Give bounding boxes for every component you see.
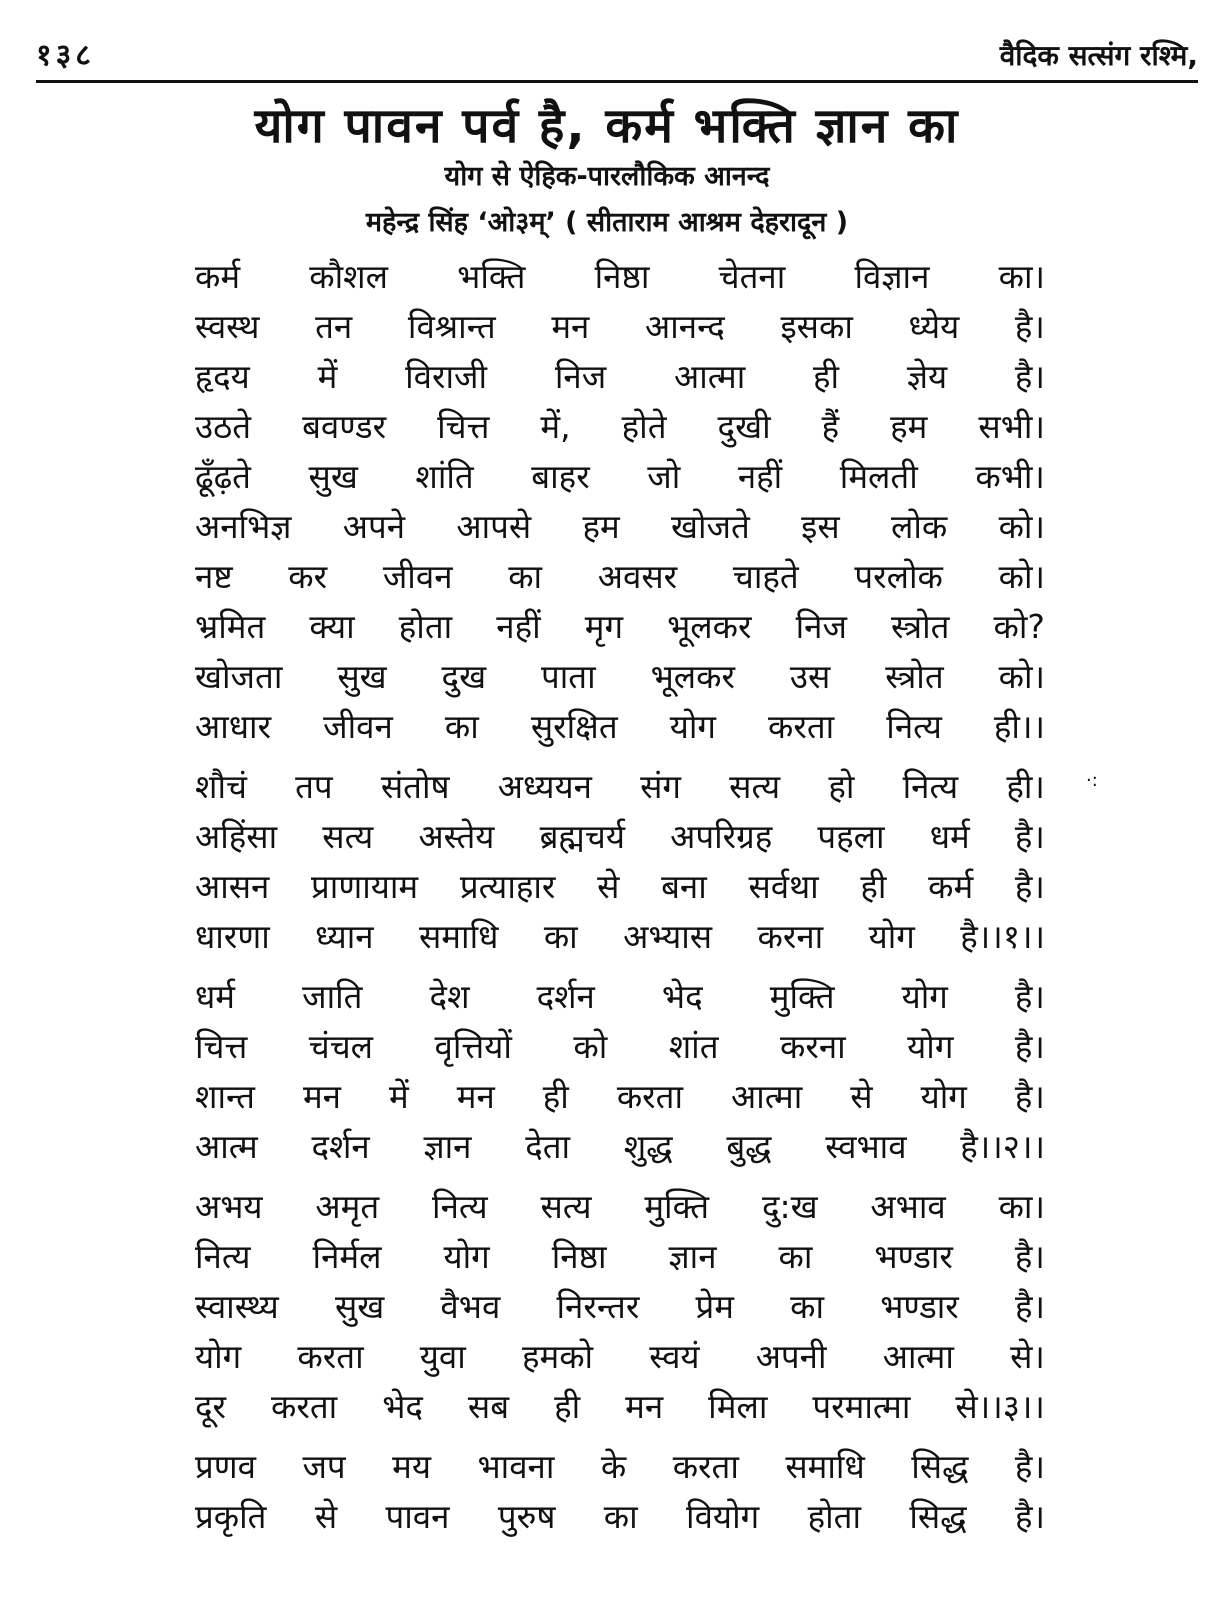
poem-word: है।।१।। [960, 917, 1045, 956]
poem-word: समाधि [785, 1447, 865, 1486]
poem-word: धारणा [195, 917, 270, 956]
poem-stanza [195, 762, 1095, 962]
poem-word: विश्रान्त [407, 307, 496, 346]
poem-word: योग [901, 977, 948, 1016]
poem-word: चित्त [437, 407, 490, 446]
poem-word: अपने [342, 507, 406, 546]
poem-word: भूलकर [650, 657, 735, 696]
poem-word: में, [540, 407, 571, 446]
poem-word: निष्ठा [551, 1237, 607, 1276]
poem-word: बवण्डर [302, 407, 387, 446]
poem-word: नित्य [195, 1237, 251, 1276]
poem-word: पाता [541, 657, 596, 696]
poem-word: ध्यान [315, 917, 374, 956]
poem-word: है। [1014, 357, 1045, 396]
poem-word: को [573, 1027, 608, 1066]
poem-line [195, 972, 1045, 1022]
poem-word: सत्य [729, 767, 781, 806]
poem-word: आत्मा [673, 357, 746, 396]
poem-word: ज्ञान [423, 1127, 472, 1166]
poem-word: के [600, 1447, 627, 1486]
poem-word: दुख [441, 657, 487, 696]
poem-word: है। [1014, 817, 1045, 856]
poem-word: भण्डार [874, 1237, 953, 1276]
poem-word: जप [302, 1447, 346, 1486]
poem-line [195, 1282, 1045, 1332]
poem-line [195, 302, 1045, 352]
poem-word: सुख [337, 657, 387, 696]
poem-word: आत्म [195, 1127, 258, 1166]
poem-line [195, 452, 1045, 502]
poem-word: भेद [661, 977, 703, 1016]
poem-word: अवसर [597, 557, 678, 596]
poem-word: सभी। [978, 407, 1045, 446]
poem-word: चेतना [718, 257, 786, 296]
poem-word: निज [554, 357, 607, 396]
poem-word: ही [554, 1387, 581, 1426]
poem-word: जीवन [323, 707, 393, 746]
poem-word: नष्ट [195, 557, 233, 596]
poem-word: है। [1014, 1287, 1045, 1326]
poem-word: है। [1014, 307, 1045, 346]
poem-word: को। [998, 507, 1045, 546]
poem-word: धर्म [929, 817, 970, 856]
poem-word: देश [429, 977, 470, 1016]
poem-line [195, 1022, 1045, 1072]
poem-word: मय [392, 1447, 431, 1486]
poem-word: में [389, 1077, 409, 1116]
poem-word: सुरक्षित [530, 707, 618, 746]
poem-word: है। [1014, 1447, 1045, 1486]
poem-word: करता [672, 1447, 739, 1486]
poem-word: मन [551, 307, 590, 346]
poem-word: है। [1014, 1077, 1045, 1116]
poem-word: बाहर [531, 457, 590, 496]
poem-word: उठते [195, 407, 252, 446]
poem-word: आपसे [456, 507, 532, 546]
poem-word: भावना [477, 1447, 555, 1486]
poem-word: अनभिज्ञ [195, 507, 292, 546]
poem-word: चित्त [195, 1027, 248, 1066]
poem-word: परमात्मा [812, 1387, 911, 1426]
poem-word: मिला [708, 1387, 768, 1426]
poem-word: स्वस्थ [195, 307, 260, 346]
poem-word: अस्तेय [418, 817, 495, 856]
poem-word: सत्य [322, 817, 374, 856]
poem-line [195, 862, 1045, 912]
poem-word: योग [920, 1077, 967, 1116]
poem-word: में [317, 357, 338, 396]
poem-line [195, 602, 1045, 652]
poem-line [195, 1182, 1045, 1232]
poem-line [195, 402, 1045, 452]
poem-line [195, 912, 1045, 962]
poem-stanza [195, 252, 1095, 752]
poem-word: शांति [415, 457, 474, 496]
poem-word: निरन्तर [556, 1287, 640, 1326]
poem-word: से [314, 1497, 338, 1536]
poem-word: पुरुष [497, 1497, 556, 1536]
poem-word: विज्ञान [854, 257, 930, 296]
poem-word: बुद्ध [726, 1127, 772, 1166]
poem-word: प्रत्याहार [459, 867, 556, 906]
poem-word: करना [779, 1027, 846, 1066]
poem-word: उस [789, 657, 831, 696]
poem-word: खोजते [671, 507, 750, 546]
poem-word: अमृत [315, 1187, 380, 1226]
print-speck: ·: [1086, 770, 1098, 791]
poem-word: समाधि [418, 917, 499, 956]
poem-line [195, 352, 1045, 402]
poem-word: नित्य [886, 707, 942, 746]
poem-word: सुख [334, 1287, 385, 1326]
poem-word: होता [398, 607, 453, 646]
poem-word: मन [625, 1387, 664, 1426]
poem-line [195, 1232, 1045, 1282]
poem-word: निष्ठा [594, 257, 650, 296]
poem-word: अभय [195, 1187, 263, 1226]
poem-word: नहीं [496, 607, 541, 646]
poem-word: कर्म [195, 257, 241, 296]
poem-word: योग [443, 1237, 490, 1276]
poem-subtitle: योग से ऐहिक-पारलौकिक आनन्द [444, 161, 770, 192]
poem-word: इस [801, 507, 840, 546]
poem-word: पहला [817, 817, 885, 856]
poem-word: करता [297, 1337, 364, 1376]
poem-word: वैभव [440, 1287, 501, 1326]
poem-word: प्रकृति [195, 1497, 267, 1536]
poem-word: सिद्ध [909, 1497, 967, 1536]
poem-word: नहीं [737, 457, 783, 496]
poem-line [195, 1442, 1045, 1492]
poem-word: हम [890, 407, 928, 446]
poem-word: ब्रह्मचर्य [539, 817, 625, 856]
poem-word: का [603, 1497, 638, 1536]
poem-word: वियोग [686, 1497, 760, 1536]
poem-word: मन [456, 1077, 495, 1116]
poem-word: आधार [195, 707, 272, 746]
poem-word: भूलकर [667, 607, 752, 646]
poem-word: विराजी [405, 357, 488, 396]
poem-line [195, 1332, 1045, 1382]
poem-stanza [195, 972, 1095, 1172]
poem-word: निज [795, 607, 847, 646]
poem-word: सिद्ध [911, 1447, 969, 1486]
poem-word: शुद्ध [623, 1127, 673, 1166]
poem-line [195, 652, 1045, 702]
poem-word: योग [907, 1027, 954, 1066]
poem-word: ही।। [993, 707, 1045, 746]
poem-word: अध्ययन [497, 767, 592, 806]
poem-word: ढूँढ़ते [195, 457, 251, 496]
poem-word: चंचल [308, 1027, 374, 1066]
poem-author: महेन्द्र सिंह ‘ओ३म्’ ( सीताराम आश्रम देहरादून ) [365, 207, 849, 238]
poem-line [195, 1382, 1045, 1432]
poem-word: कर्म [928, 867, 974, 906]
poem-word: बना [661, 867, 707, 906]
poem-word: परलोक [854, 557, 943, 596]
poem-word: का [778, 1237, 813, 1276]
poem-word: स्वभाव [825, 1127, 907, 1166]
poem-word: योग [195, 1337, 242, 1376]
poem-word: जीवन [382, 557, 453, 596]
poem-word: अभ्यास [623, 917, 713, 956]
poem-line [195, 812, 1045, 862]
poem-line [195, 252, 1045, 302]
poem-stanza [195, 1442, 1095, 1542]
poem-word: अभाव [870, 1187, 946, 1226]
poem-word: निर्मल [312, 1237, 382, 1276]
poem-word: तन [315, 307, 353, 346]
poem-word: से [850, 1077, 873, 1116]
poem-word: का। [998, 1187, 1045, 1226]
poem-word: भक्ति [457, 257, 526, 296]
poem-word: का [508, 557, 543, 596]
poem-word: युवा [419, 1337, 466, 1376]
poem-word: हम [582, 507, 620, 546]
poem-word: धर्म [195, 977, 236, 1016]
poem-word: से [597, 867, 620, 906]
poem-word: होते [621, 407, 667, 446]
poem-word: योग [669, 707, 716, 746]
poem-word: दर्शन [311, 1127, 370, 1166]
poem-word: खोजता [195, 657, 283, 696]
poem-word: पावन [385, 1497, 450, 1536]
poem-word: प्रेम [695, 1287, 734, 1326]
poem-word: वृत्तियों [434, 1027, 512, 1066]
poem-word: है। [1014, 977, 1045, 1016]
poem-word: का [543, 917, 578, 956]
poem-word: स्वयं [649, 1337, 700, 1376]
poem-word: है। [1014, 1237, 1045, 1276]
poem-word: लोक [891, 507, 948, 546]
poem-word: क्या [309, 607, 355, 646]
poem-word: चाहते [732, 557, 799, 596]
poem-word: भ्रमित [195, 607, 266, 646]
poem-word: सुख [308, 457, 358, 496]
poem-word: तप [295, 767, 333, 806]
poem-word: ही [813, 357, 840, 396]
poem-word: योग [868, 917, 915, 956]
poem-word: स्वास्थ्य [195, 1287, 279, 1326]
poem-word: से।।३।। [955, 1387, 1045, 1426]
poem-word: शान्त [195, 1077, 255, 1116]
poem-word: नित्य [432, 1187, 488, 1226]
poem-word: आनन्द [645, 307, 725, 346]
poem-word: कौशल [309, 257, 388, 296]
poem-word: होता [807, 1497, 861, 1536]
poem-word: स्त्रोत [885, 657, 944, 696]
running-title: वैदिक सत्संग रश्मि, [999, 39, 1198, 72]
poem-word: दूर [195, 1387, 227, 1426]
poem-word: मृग [584, 607, 624, 646]
poem-word: अपरिग्रह [670, 817, 773, 856]
poem-word: का [444, 707, 479, 746]
poem-word: मुक्ति [644, 1187, 710, 1226]
poem-word: शांत [668, 1027, 719, 1066]
poem-line [195, 1122, 1045, 1172]
poem-line [195, 762, 1045, 812]
poem-word: प्रणव [195, 1447, 256, 1486]
poem-word: संग [640, 767, 681, 806]
poem-line [195, 552, 1045, 602]
poem-word: ज्ञान [668, 1237, 717, 1276]
poem-word: से। [1010, 1337, 1045, 1376]
poem-line [195, 1072, 1045, 1122]
poem-word: को? [993, 607, 1045, 646]
poem-word: ही। [1006, 767, 1045, 806]
poem-word: करना [757, 917, 824, 956]
poem-line [195, 502, 1045, 552]
poem-word: सर्वथा [748, 867, 819, 906]
poem-word: प्राणायाम [311, 867, 419, 906]
poem-word: कभी। [975, 457, 1045, 496]
poem-word: ध्येय [908, 307, 960, 346]
poem-word: है।।२।। [960, 1127, 1045, 1166]
poem-word: दर्शन [536, 977, 595, 1016]
poem-word: मिलती [839, 457, 918, 496]
poem-word: अपनी [755, 1337, 827, 1376]
poem-title: योग पावन पर्व है, कर्म भक्ति ज्ञान का [254, 98, 960, 154]
poem-word: है। [1014, 867, 1045, 906]
poem-word: सब [467, 1387, 510, 1426]
poem-word: मुक्ति [769, 977, 835, 1016]
poem-word: है। [1014, 1497, 1045, 1536]
poem-line [195, 1492, 1045, 1542]
poem-word: हो [828, 767, 855, 806]
poem-word: ही [542, 1077, 569, 1116]
poem-word: भेद [382, 1387, 423, 1426]
poem-word: हृदय [195, 357, 250, 396]
poem-word: कर [288, 557, 328, 596]
poem-body [195, 252, 1095, 1552]
poem-word: ही [860, 867, 887, 906]
poem-word: जो [647, 457, 681, 496]
poem-word: ज्ञेय [906, 357, 948, 396]
poem-word: हमको [521, 1337, 594, 1376]
poem-word: दु:ख [761, 1187, 818, 1226]
poem-word: देता [525, 1127, 571, 1166]
page-number: १३८ [36, 38, 95, 73]
poem-word: करता [616, 1077, 684, 1116]
poem-word: दुखी [717, 407, 771, 446]
poem-word: आत्मा [882, 1337, 954, 1376]
poem-word: अहिंसा [195, 817, 278, 856]
poem-word: हैं [821, 407, 840, 446]
poem-word: करता [271, 1387, 338, 1426]
poem-word: आत्मा [731, 1077, 803, 1116]
poem-word: आसन [195, 867, 270, 906]
poem-word: मन [302, 1077, 342, 1116]
poem-word: स्त्रोत [891, 607, 950, 646]
poem-word: करता [768, 707, 835, 746]
poem-word: को। [998, 657, 1045, 696]
poem-word: इसका [780, 307, 853, 346]
poem-word: का [790, 1287, 825, 1326]
poem-word: शौचं [195, 767, 247, 806]
poem-word: जाति [302, 977, 363, 1016]
poem-word: का। [998, 257, 1045, 296]
page-header [36, 28, 1198, 83]
poem-stanza [195, 1182, 1095, 1432]
poem-word: को। [998, 557, 1045, 596]
poem-word: भण्डार [880, 1287, 959, 1326]
poem-word: संतोष [380, 767, 450, 806]
poem-word: नित्य [902, 767, 959, 806]
poem-line [195, 702, 1045, 752]
poem-word: है। [1014, 1027, 1045, 1066]
poem-word: सत्य [540, 1187, 592, 1226]
